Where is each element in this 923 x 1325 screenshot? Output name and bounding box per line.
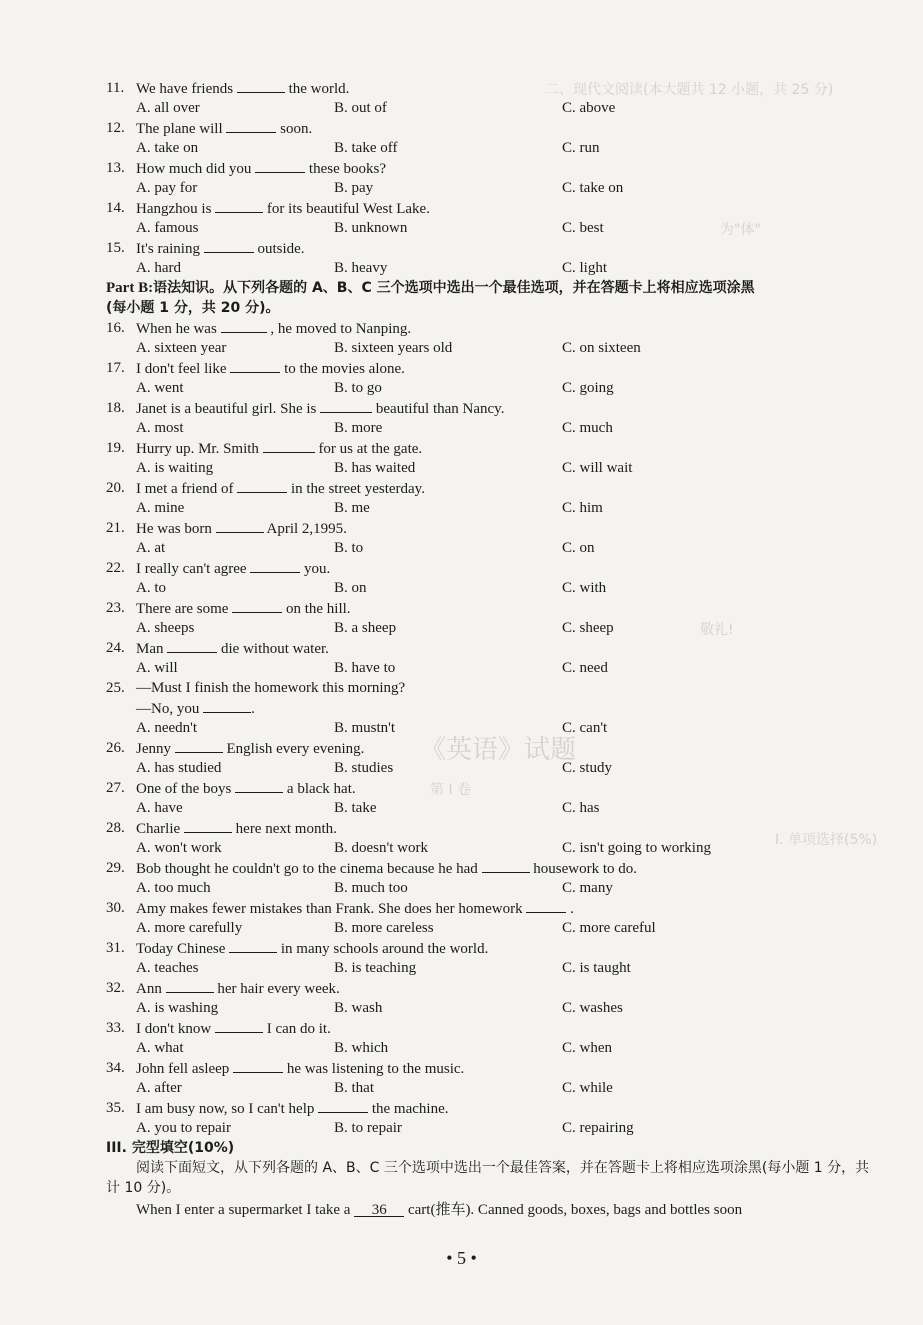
question-number: 32. (106, 980, 125, 996)
option-a: A. after (136, 1080, 182, 1096)
option-b: B. mustn't (334, 720, 396, 736)
answer-blank (318, 1098, 368, 1113)
option-b: B. is teaching (334, 960, 417, 976)
question-text: Bob thought he couldn't go to the cinema because he had housework to do. (136, 858, 637, 879)
question-31 (106, 938, 876, 978)
question-number: 19. (106, 440, 125, 456)
option-c: C. will wait (562, 460, 633, 476)
question-26 (106, 735, 876, 778)
section-3-title: III. 完型填空(10%) (106, 1140, 235, 1156)
question-35 (106, 1098, 876, 1138)
answer-blank (320, 398, 372, 413)
question-number: 29. (106, 860, 125, 876)
option-c: C. can't (562, 720, 608, 736)
question-text: I really can't agree you. (136, 558, 330, 579)
option-b: B. a sheep (334, 620, 397, 636)
question-number: 15. (106, 240, 125, 256)
question-24 (106, 638, 876, 678)
question-text: The plane will soon. (136, 118, 312, 139)
option-a: A. is washing (136, 1000, 219, 1016)
question-11 (106, 78, 876, 118)
question-number: 16. (106, 320, 125, 336)
option-c: C. with (562, 580, 607, 596)
bleed-through-text: 为"体" (720, 222, 761, 238)
question-number: 21. (106, 520, 125, 536)
answer-blank (237, 478, 287, 493)
question-19 (106, 438, 876, 478)
question-number: 11. (106, 80, 125, 96)
option-c: C. isn't going to working (562, 840, 711, 856)
cloze-passage: When I enter a supermarket I take a 36 cart(推车). Canned goods, boxes, bags and bottles soon (136, 1202, 743, 1218)
question-22 (106, 558, 876, 598)
option-b: B. much too (334, 880, 408, 896)
option-c: C. him (562, 500, 603, 516)
question-number: 25. (106, 680, 125, 696)
option-a: A. have (136, 800, 183, 816)
question-30 (106, 898, 876, 938)
question-number: 35. (106, 1100, 125, 1116)
question-text: There are some on the hill. (136, 598, 351, 619)
question-number: 17. (106, 360, 125, 376)
question-text: Amy makes fewer mistakes than Frank. She does her homework . (136, 898, 574, 919)
option-c: C. run (562, 140, 600, 156)
question-18 (106, 398, 876, 438)
answer-blank (237, 78, 285, 93)
answer-blank (175, 738, 223, 753)
option-a: A. famous (136, 220, 199, 236)
question-number: 28. (106, 820, 125, 836)
option-b: B. me (334, 500, 370, 516)
question-16 (106, 318, 876, 358)
question-number: 26. (106, 740, 125, 756)
option-b: B. on (334, 580, 367, 596)
option-a: A. pay for (136, 180, 198, 196)
question-number: 23. (106, 600, 125, 616)
answer-blank (255, 158, 305, 173)
option-a: A. sixteen year (136, 340, 227, 356)
option-c: C. has (562, 800, 600, 816)
option-b: B. that (334, 1080, 374, 1096)
question-14 (106, 198, 876, 238)
option-a: A. hard (136, 260, 181, 276)
question-block (106, 735, 876, 1138)
answer-blank (167, 638, 217, 653)
option-c: C. light (562, 260, 608, 276)
option-a: A. mine (136, 500, 185, 516)
question-number: 27. (106, 780, 125, 796)
question-number: 13. (106, 160, 125, 176)
question-number: 31. (106, 940, 125, 956)
answer-blank (232, 598, 282, 613)
answer-blank (233, 1058, 283, 1073)
question-13 (106, 158, 876, 198)
option-c: C. above (562, 100, 616, 116)
question-text: —Must I finish the homework this morning? (136, 680, 406, 696)
question-17 (106, 358, 876, 398)
option-c: C. on sixteen (562, 340, 641, 356)
question-23 (106, 598, 876, 638)
option-c: C. more careful (562, 920, 656, 936)
answer-blank (235, 778, 283, 793)
question-text: I don't feel like to the movies alone. (136, 358, 405, 379)
option-b: B. unknown (334, 220, 408, 236)
bleed-through-text: 二、现代文阅读(本大题共 12 小题，共 25 分) (545, 82, 834, 98)
question-number: 12. (106, 120, 125, 136)
option-b: B. to go (334, 380, 382, 396)
question-text: When he was , he moved to Nanping. (136, 318, 411, 339)
answer-blank (184, 818, 232, 833)
option-c: C. study (562, 760, 613, 776)
option-c: C. while (562, 1080, 613, 1096)
question-15 (106, 238, 876, 278)
answer-blank (215, 1018, 263, 1033)
question-text: We have friends the world. (136, 78, 349, 99)
question-12 (106, 118, 876, 158)
answer-blank (230, 358, 280, 373)
question-number: 20. (106, 480, 125, 496)
answer-blank (166, 978, 214, 993)
option-a: A. take on (136, 140, 199, 156)
question-text: I met a friend of in the street yesterday. (136, 478, 425, 499)
question-text: Charlie here next month. (136, 818, 337, 839)
option-a: A. at (136, 540, 166, 556)
question-block (106, 78, 876, 278)
answer-blank (221, 318, 267, 333)
option-c: C. take on (562, 180, 624, 196)
option-b: B. to (334, 540, 364, 556)
option-a: A. more carefully (136, 920, 243, 936)
option-c: C. going (562, 380, 614, 396)
question-text: John fell asleep he was listening to the music. (136, 1058, 464, 1079)
question-32 (106, 978, 876, 1018)
question-29 (106, 858, 876, 898)
question-21 (106, 518, 876, 558)
question-number: 18. (106, 400, 125, 416)
option-c: C. sheep (562, 620, 614, 636)
option-b: B. more careless (334, 920, 434, 936)
exam-page-content (106, 78, 876, 1220)
answer-blank (204, 238, 254, 253)
question-text: I am busy now, so I can't help the machine. (136, 1098, 449, 1119)
question-25 (106, 678, 876, 738)
question-33 (106, 1018, 876, 1058)
option-b: B. out of (334, 100, 387, 116)
question-28 (106, 818, 876, 858)
option-c: C. much (562, 420, 613, 436)
question-text: Hangzhou is for its beautiful West Lake. (136, 198, 430, 219)
option-a: A. is waiting (136, 460, 214, 476)
answer-blank (216, 518, 264, 533)
option-a: A. teaches (136, 960, 199, 976)
option-c: C. need (562, 660, 608, 676)
option-b: B. has waited (334, 460, 416, 476)
question-20 (106, 478, 876, 518)
option-a: A. went (136, 380, 184, 396)
question-number: 30. (106, 900, 125, 916)
option-b: B. studies (334, 760, 394, 776)
option-b: B. more (334, 420, 383, 436)
option-b: B. pay (334, 180, 374, 196)
option-c: C. repairing (562, 1120, 634, 1136)
answer-blank (482, 858, 530, 873)
bleed-through-text: I. 单项选择(5%) (775, 832, 878, 848)
question-block (106, 318, 876, 678)
option-c: C. is taught (562, 960, 631, 976)
option-b: B. have to (334, 660, 396, 676)
option-a: A. you to repair (136, 1120, 231, 1136)
option-c: C. many (562, 880, 613, 896)
bleed-through-text: 《英语》试题 (420, 735, 577, 765)
option-a: A. will (136, 660, 178, 676)
option-a: A. what (136, 1040, 184, 1056)
part-b-heading: Part B:语法知识。从下列各题的 A、B、C 三个选项中选出一个最佳选项，并在答题卡上将相应选项涂黑 (106, 280, 755, 296)
option-b: B. take off (334, 140, 398, 156)
option-a: A. has studied (136, 760, 222, 776)
question-number: 33. (106, 1020, 125, 1036)
option-c: C. on (562, 540, 595, 556)
question-number: 22. (106, 560, 125, 576)
question-text: He was born April 2,1995. (136, 518, 347, 539)
question-27 (106, 778, 876, 818)
section-3-instruction: 阅读下面短文，从下列各题的 A、B、C 三个选项中选出一个最佳答案，并在答题卡上将相应选项涂黑(每小题 1 分，共计 10 分)。 (106, 1160, 870, 1196)
answer-blank (229, 938, 277, 953)
option-a: A. won't work (136, 840, 222, 856)
option-b: B. to repair (334, 1120, 402, 1136)
answer-blank (215, 198, 263, 213)
question-text: Jenny English every evening. (136, 738, 364, 759)
question-text: How much did you these books? (136, 158, 386, 179)
question-text: One of the boys a black hat. (136, 778, 356, 799)
option-c: C. best (562, 220, 604, 236)
question-text: It's raining outside. (136, 238, 305, 259)
answer-blank (226, 118, 276, 133)
option-c: C. when (562, 1040, 612, 1056)
option-c: C. washes (562, 1000, 623, 1016)
bleed-through-text: 第 I 卷 (430, 782, 472, 798)
answer-blank (250, 558, 300, 573)
option-b: B. sixteen years old (334, 340, 453, 356)
question-text: Hurry up. Mr. Smith for us at the gate. (136, 438, 422, 459)
question-text: Today Chinese in many schools around the world. (136, 938, 488, 959)
question-text: Janet is a beautiful girl. She is beautiful than Nancy. (136, 398, 504, 419)
question-number: 34. (106, 1060, 125, 1076)
part-b-score: (每小题 1 分，共 20 分)。 (106, 300, 280, 316)
question-text: —No, you . (136, 698, 255, 719)
question-text: Ann her hair every week. (136, 978, 340, 999)
option-a: A. to (136, 580, 166, 596)
answer-blank (263, 438, 315, 453)
bleed-through-text: 敬礼! (700, 622, 734, 638)
answer-blank (526, 898, 566, 913)
option-a: A. too much (136, 880, 211, 896)
option-b: B. heavy (334, 260, 388, 276)
question-34 (106, 1058, 876, 1098)
option-a: A. most (136, 420, 184, 436)
page-number: • 5 • (446, 1248, 477, 1268)
question-text: I don't know I can do it. (136, 1018, 331, 1039)
question-number: 14. (106, 200, 125, 216)
question-number: 24. (106, 640, 125, 656)
option-a: A. all over (136, 100, 200, 116)
option-a: A. sheeps (136, 620, 195, 636)
option-b: B. take (334, 800, 377, 816)
question-text: Man die without water. (136, 638, 329, 659)
option-b: B. which (334, 1040, 389, 1056)
answer-blank (203, 698, 251, 713)
option-b: B. doesn't work (334, 840, 428, 856)
option-a: A. needn't (136, 720, 198, 736)
cloze-blank-36: 36 (354, 1200, 404, 1217)
option-b: B. wash (334, 1000, 383, 1016)
